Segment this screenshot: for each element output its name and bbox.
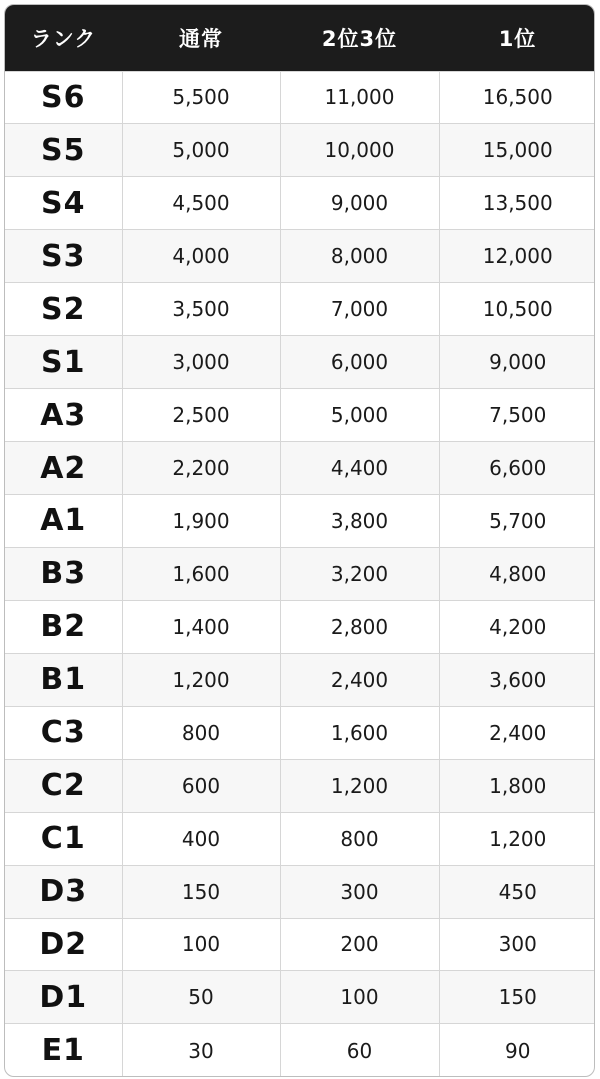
second-third-value-cell: 300 (280, 865, 439, 918)
rank-cell: D3 (5, 865, 122, 918)
second-third-value-cell: 1,600 (280, 706, 439, 759)
second-third-value-cell: 100 (280, 971, 439, 1024)
second-third-value-cell: 1,200 (280, 759, 439, 812)
first-value-cell: 12,000 (439, 230, 595, 283)
table-body (5, 71, 595, 1077)
normal-value-cell: 3,500 (122, 283, 280, 336)
first-value-cell: 9,000 (439, 336, 595, 389)
first-value-cell: 15,000 (439, 124, 595, 177)
rank-cell: A2 (5, 442, 122, 495)
first-value-cell: 4,800 (439, 547, 595, 600)
rank-cell: D1 (5, 971, 122, 1024)
second-third-value-cell: 7,000 (280, 283, 439, 336)
first-value-cell: 300 (439, 918, 595, 971)
header-row (5, 5, 595, 71)
table-row (5, 600, 595, 653)
normal-value-cell: 5,500 (122, 71, 280, 124)
table-row (5, 865, 595, 918)
rank-reward-table-container (4, 4, 595, 1077)
rank-cell: A3 (5, 389, 122, 442)
second-third-value-cell: 5,000 (280, 389, 439, 442)
second-third-value-cell: 2,800 (280, 600, 439, 653)
normal-value-cell: 1,400 (122, 600, 280, 653)
rank-cell: E1 (5, 1024, 122, 1077)
table-row (5, 1024, 595, 1077)
second-third-value-cell: 60 (280, 1024, 439, 1077)
header-first: 1位 (498, 26, 537, 51)
table-row (5, 495, 595, 548)
normal-value-cell: 5,000 (122, 124, 280, 177)
table-row (5, 71, 595, 124)
header-second-third: 2位3位 (321, 26, 398, 51)
first-value-cell: 150 (439, 971, 595, 1024)
table-row (5, 336, 595, 389)
first-value-cell: 1,200 (439, 812, 595, 865)
rank-cell: C1 (5, 812, 122, 865)
second-third-value-cell: 10,000 (280, 124, 439, 177)
normal-value-cell: 3,000 (122, 336, 280, 389)
second-third-value-cell: 200 (280, 918, 439, 971)
normal-value-cell: 2,500 (122, 389, 280, 442)
table-row (5, 759, 595, 812)
rank-cell: B1 (5, 653, 122, 706)
normal-value-cell: 600 (122, 759, 280, 812)
table-row (5, 918, 595, 971)
first-value-cell: 7,500 (439, 389, 595, 442)
normal-value-cell: 1,900 (122, 495, 280, 548)
first-value-cell: 1,800 (439, 759, 595, 812)
normal-value-cell: 1,600 (122, 547, 280, 600)
table-row (5, 124, 595, 177)
table-header (5, 5, 595, 71)
normal-value-cell: 1,200 (122, 653, 280, 706)
table-row (5, 230, 595, 283)
second-third-value-cell: 2,400 (280, 653, 439, 706)
normal-value-cell: 100 (122, 918, 280, 971)
first-value-cell: 90 (439, 1024, 595, 1077)
first-value-cell: 2,400 (439, 706, 595, 759)
table-row (5, 653, 595, 706)
first-value-cell: 13,500 (439, 177, 595, 230)
normal-value-cell: 150 (122, 865, 280, 918)
normal-value-cell: 800 (122, 706, 280, 759)
rank-cell: S1 (5, 336, 122, 389)
rank-cell: C3 (5, 706, 122, 759)
first-value-cell: 16,500 (439, 71, 595, 124)
table-row (5, 706, 595, 759)
rank-cell: S3 (5, 230, 122, 283)
second-third-value-cell: 11,000 (280, 71, 439, 124)
table-row (5, 442, 595, 495)
table-row (5, 177, 595, 230)
rank-cell: D2 (5, 918, 122, 971)
rank-cell: S5 (5, 124, 122, 177)
table-row (5, 812, 595, 865)
rank-cell: B3 (5, 547, 122, 600)
rank-cell: C2 (5, 759, 122, 812)
rank-cell: S2 (5, 283, 122, 336)
table-row (5, 389, 595, 442)
normal-value-cell: 50 (122, 971, 280, 1024)
rank-cell: S4 (5, 177, 122, 230)
second-third-value-cell: 4,400 (280, 442, 439, 495)
first-value-cell: 10,500 (439, 283, 595, 336)
normal-value-cell: 4,000 (122, 230, 280, 283)
second-third-value-cell: 3,800 (280, 495, 439, 548)
table-row (5, 283, 595, 336)
header-rank: ランク (30, 26, 97, 51)
table-row (5, 971, 595, 1024)
table-row (5, 547, 595, 600)
rank-cell: S6 (5, 71, 122, 124)
normal-value-cell: 2,200 (122, 442, 280, 495)
second-third-value-cell: 800 (280, 812, 439, 865)
second-third-value-cell: 8,000 (280, 230, 439, 283)
normal-value-cell: 30 (122, 1024, 280, 1077)
first-value-cell: 6,600 (439, 442, 595, 495)
first-value-cell: 3,600 (439, 653, 595, 706)
first-value-cell: 5,700 (439, 495, 595, 548)
first-value-cell: 450 (439, 865, 595, 918)
first-value-cell: 4,200 (439, 600, 595, 653)
normal-value-cell: 4,500 (122, 177, 280, 230)
rank-cell: B2 (5, 600, 122, 653)
second-third-value-cell: 9,000 (280, 177, 439, 230)
normal-value-cell: 400 (122, 812, 280, 865)
second-third-value-cell: 6,000 (280, 336, 439, 389)
rank-cell: A1 (5, 495, 122, 548)
header-normal: 通常 (179, 26, 223, 51)
rank-reward-table (5, 5, 595, 1077)
second-third-value-cell: 3,200 (280, 547, 439, 600)
